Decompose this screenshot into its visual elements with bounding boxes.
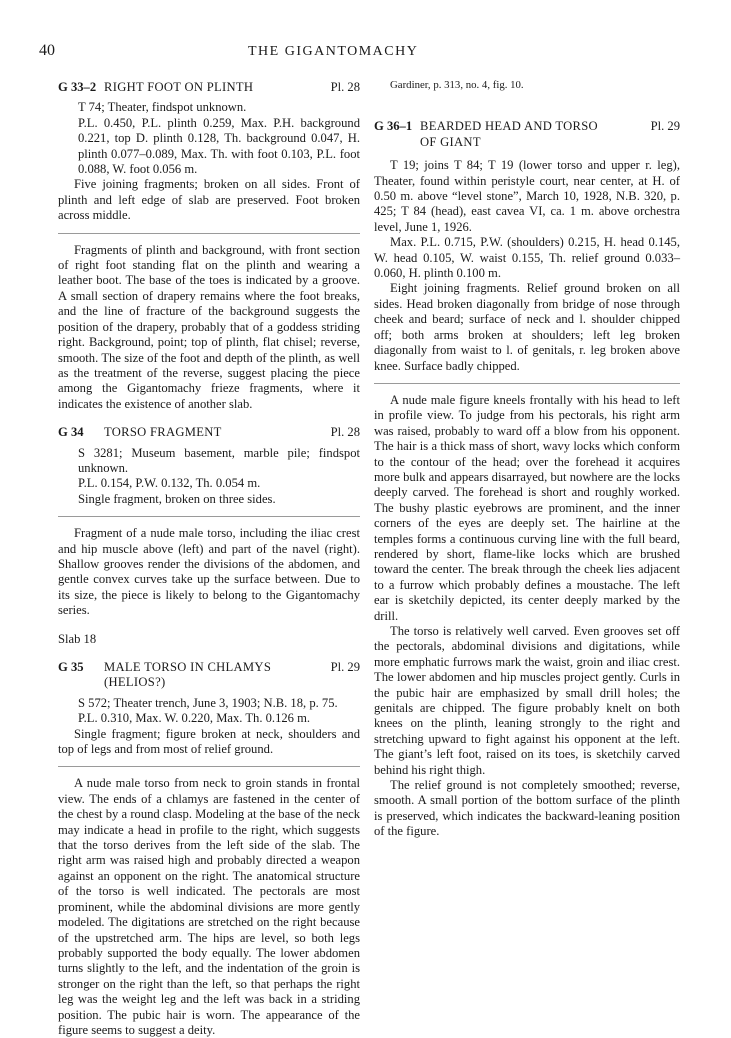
dimensions: Max. P.L. 0.715, P.W. (shoulders) 0.215, H. head 0.145, W. head 0.105, W. waist 0.155, Th. relief ground 0.033–0.060, H. plinth 0.100 m. — [374, 235, 680, 281]
entry-title: TORSO FRAGMENT — [104, 425, 222, 440]
slab-label: Slab 18 — [58, 631, 97, 646]
entry-id: G 35 — [58, 660, 84, 674]
description: Fragments of plinth and background, with front section of right foot standing flat on the plinth and wearing a leather boot. The base of the toes is indicated by a groove. A small section of drapery remains where the foot breaks, and the line of fracture of the background suggests the position of the drapery, probably that of a goddess striding right. Background, point; top of plinth, flat chisel; reverse, smooth. The size of the foot and depth of the plinth, as well as the treatment of the reverse, suggest placing the piece among the Gigantomachy frieze fragments, where it indicates the existence of another slab. — [58, 242, 360, 411]
right-column — [374, 78, 680, 840]
entry-title: BEARDED HEAD AND TORSO — [420, 119, 598, 134]
entry-id: G 34 — [58, 425, 84, 440]
plate-reference: Pl. 28 — [330, 80, 360, 94]
page-number: 40 — [39, 42, 55, 59]
entry-heading-g34 — [58, 425, 360, 440]
description: A nude male torso from neck to groin stands in frontal view. The ends of a chlamys are fastened in the center of the chest by a round clasp. Modeling at the base of the neck may indicate a head in profile to the right, which suggests that the torso derives from the left side of the slab. The right arm was raised high and probably directed a weapon against an opponent on the right. The anatomical structure of the torso is well indicated. The pectorals are most prominent, while the abdominal divisions are more gently modeled. The digitations are stretched on the right because of the upstretched arm. The hips are level, so both legs probably supported the body equally. The lower abdomen turns slightly to the left, and the indentation of the groin is stronger on the right than the left, so that perhaps the right leg was the weight leg and the left was back in a striding position. The pubic hair is worn. The appearance of the figure seems to suggest a deity. — [58, 776, 360, 1037]
description-paragraph: The torso is relatively well carved. Even grooves set off the pectorals, abdominal divisions and digitations, while more emphatic furrows mark the waist, groin and iliac crest. The lower abdomen and hip muscles project gently. Curls in the pubic hair are emphasized by small drill holes; the genitals are chipped. The figure probably knelt on both knees on the plinth, leaning strongly to the right and stretching upward to fight against his opponent at the left. The giant’s left foot, raised on its toes, is sketchily carved behind his right thigh. — [374, 624, 680, 777]
entry-title: RIGHT FOOT ON PLINTH — [104, 80, 254, 94]
provenance: S 572; Theater trench, June 3, 1903; N.B. 18, p. 75. — [78, 695, 338, 710]
description: Fragment of a nude male torso, including the iliac crest and hip muscle above (left) and part of the navel (right). Shallow grooves render the divisions of the abdomen, and gentle convex curves take up the surface between. Due to its size, the piece is likely to belong to the Gigantomachy series. — [58, 526, 360, 618]
condition: Single fragment, broken on three sides. — [78, 491, 276, 506]
entry-id: G 36–1 — [374, 119, 413, 134]
description-paragraph: A nude male figure kneels frontally with his head to left in profile view. To judge from his pectorals, his right arm was raised, probably to ward off a blow from his opponent. The hair is a thick mass of short, wavy locks which conform to the contour of the head; over the forehead it acquires more bulk and appears disarrayed, but nowhere are the locks deeply carved. The forehead is short and roughly worked. The bushy plastic eyebrows are prominent, and the inner corners of the eyes are deeply set. The hairline at the temples forms a continuous curving line with the full beard, rendered by short, flame-like locks which are brushed toward the center. The break through the cheek lies adjacent to a furrow which probably defines a moustache. The left ear is sketchily depicted, its center deeply marked by the drill. — [374, 392, 680, 623]
left-column — [58, 80, 360, 1038]
condition: Eight joining fragments. Relief ground broken on all sides. Head broken diagonally from bridge of nose through cheek and beard; surface of neck and l. shoulder chipped off; both arms broken at shoulders; left leg broken diagonally from waist to l. of genitals, r. leg broken above knee. Surface badly chipped. — [374, 281, 680, 373]
entry-subtitle: OF GIANT — [420, 134, 481, 149]
plate-reference: Pl. 29 — [330, 660, 360, 674]
plate-reference: Pl. 28 — [330, 425, 360, 440]
entry-heading-g36-1 — [374, 119, 680, 134]
dimensions: P.L. 0.310, Max. W. 0.220, Max. Th. 0.126 m. — [78, 711, 311, 726]
condition: Single fragment; figure broken at neck, shoulders and top of legs and from most of relief ground. — [58, 726, 360, 757]
entry-id: G 33–2 — [58, 80, 97, 94]
entry-subtitle: (HELIOS?) — [104, 675, 166, 690]
dimensions: P.L. 0.450, P.L. plinth 0.259, Max. P.H. background 0.221, top D. plinth 0.128, Th. background 0.047, H. plinth 0.077–0.089, Max. Th. with foot 0.103, P.L. foot 0.088, W. foot 0.056 m. — [78, 115, 360, 177]
divider — [58, 516, 360, 517]
provenance: S 3281; Museum basement, marble pile; findspot unknown. — [78, 445, 360, 475]
entry-heading-g35 — [58, 660, 360, 675]
description-paragraph: The relief ground is not completely smoothed; reverse, smooth. A small portion of the bottom surface of the plinth is preserved, which indicates the backward-leaning position of the figure. — [374, 778, 680, 839]
dimensions: P.L. 0.154, P.W. 0.132, Th. 0.054 m. — [78, 476, 261, 491]
provenance: T 74; Theater, findspot unknown. — [78, 100, 247, 115]
divider — [374, 383, 680, 384]
divider — [58, 766, 360, 767]
provenance: T 19; joins T 84; T 19 (lower torso and upper r. leg), Theater, found within peristyle court, near center, at H. of 0.50 m. above “level stone”, March 10, 1928, N.B. 320, p. 425; T 84 (head), east cavea VI, ca. 1 m. above orchestra level, June 1, 1926. — [374, 158, 680, 234]
running-title: THE GIGANTOMACHY — [248, 44, 419, 59]
divider — [58, 233, 360, 234]
plate-reference: Pl. 29 — [650, 119, 680, 134]
bibliography: Gardiner, p. 313, no. 4, fig. 10. — [390, 79, 524, 91]
condition: Five joining fragments; broken on all sides. Front of plinth and left edge of slab are preserved. Foot broken across middle. — [58, 177, 360, 223]
entry-heading-g33-2 — [58, 80, 360, 95]
entry-title: MALE TORSO IN CHLAMYS — [104, 660, 272, 674]
